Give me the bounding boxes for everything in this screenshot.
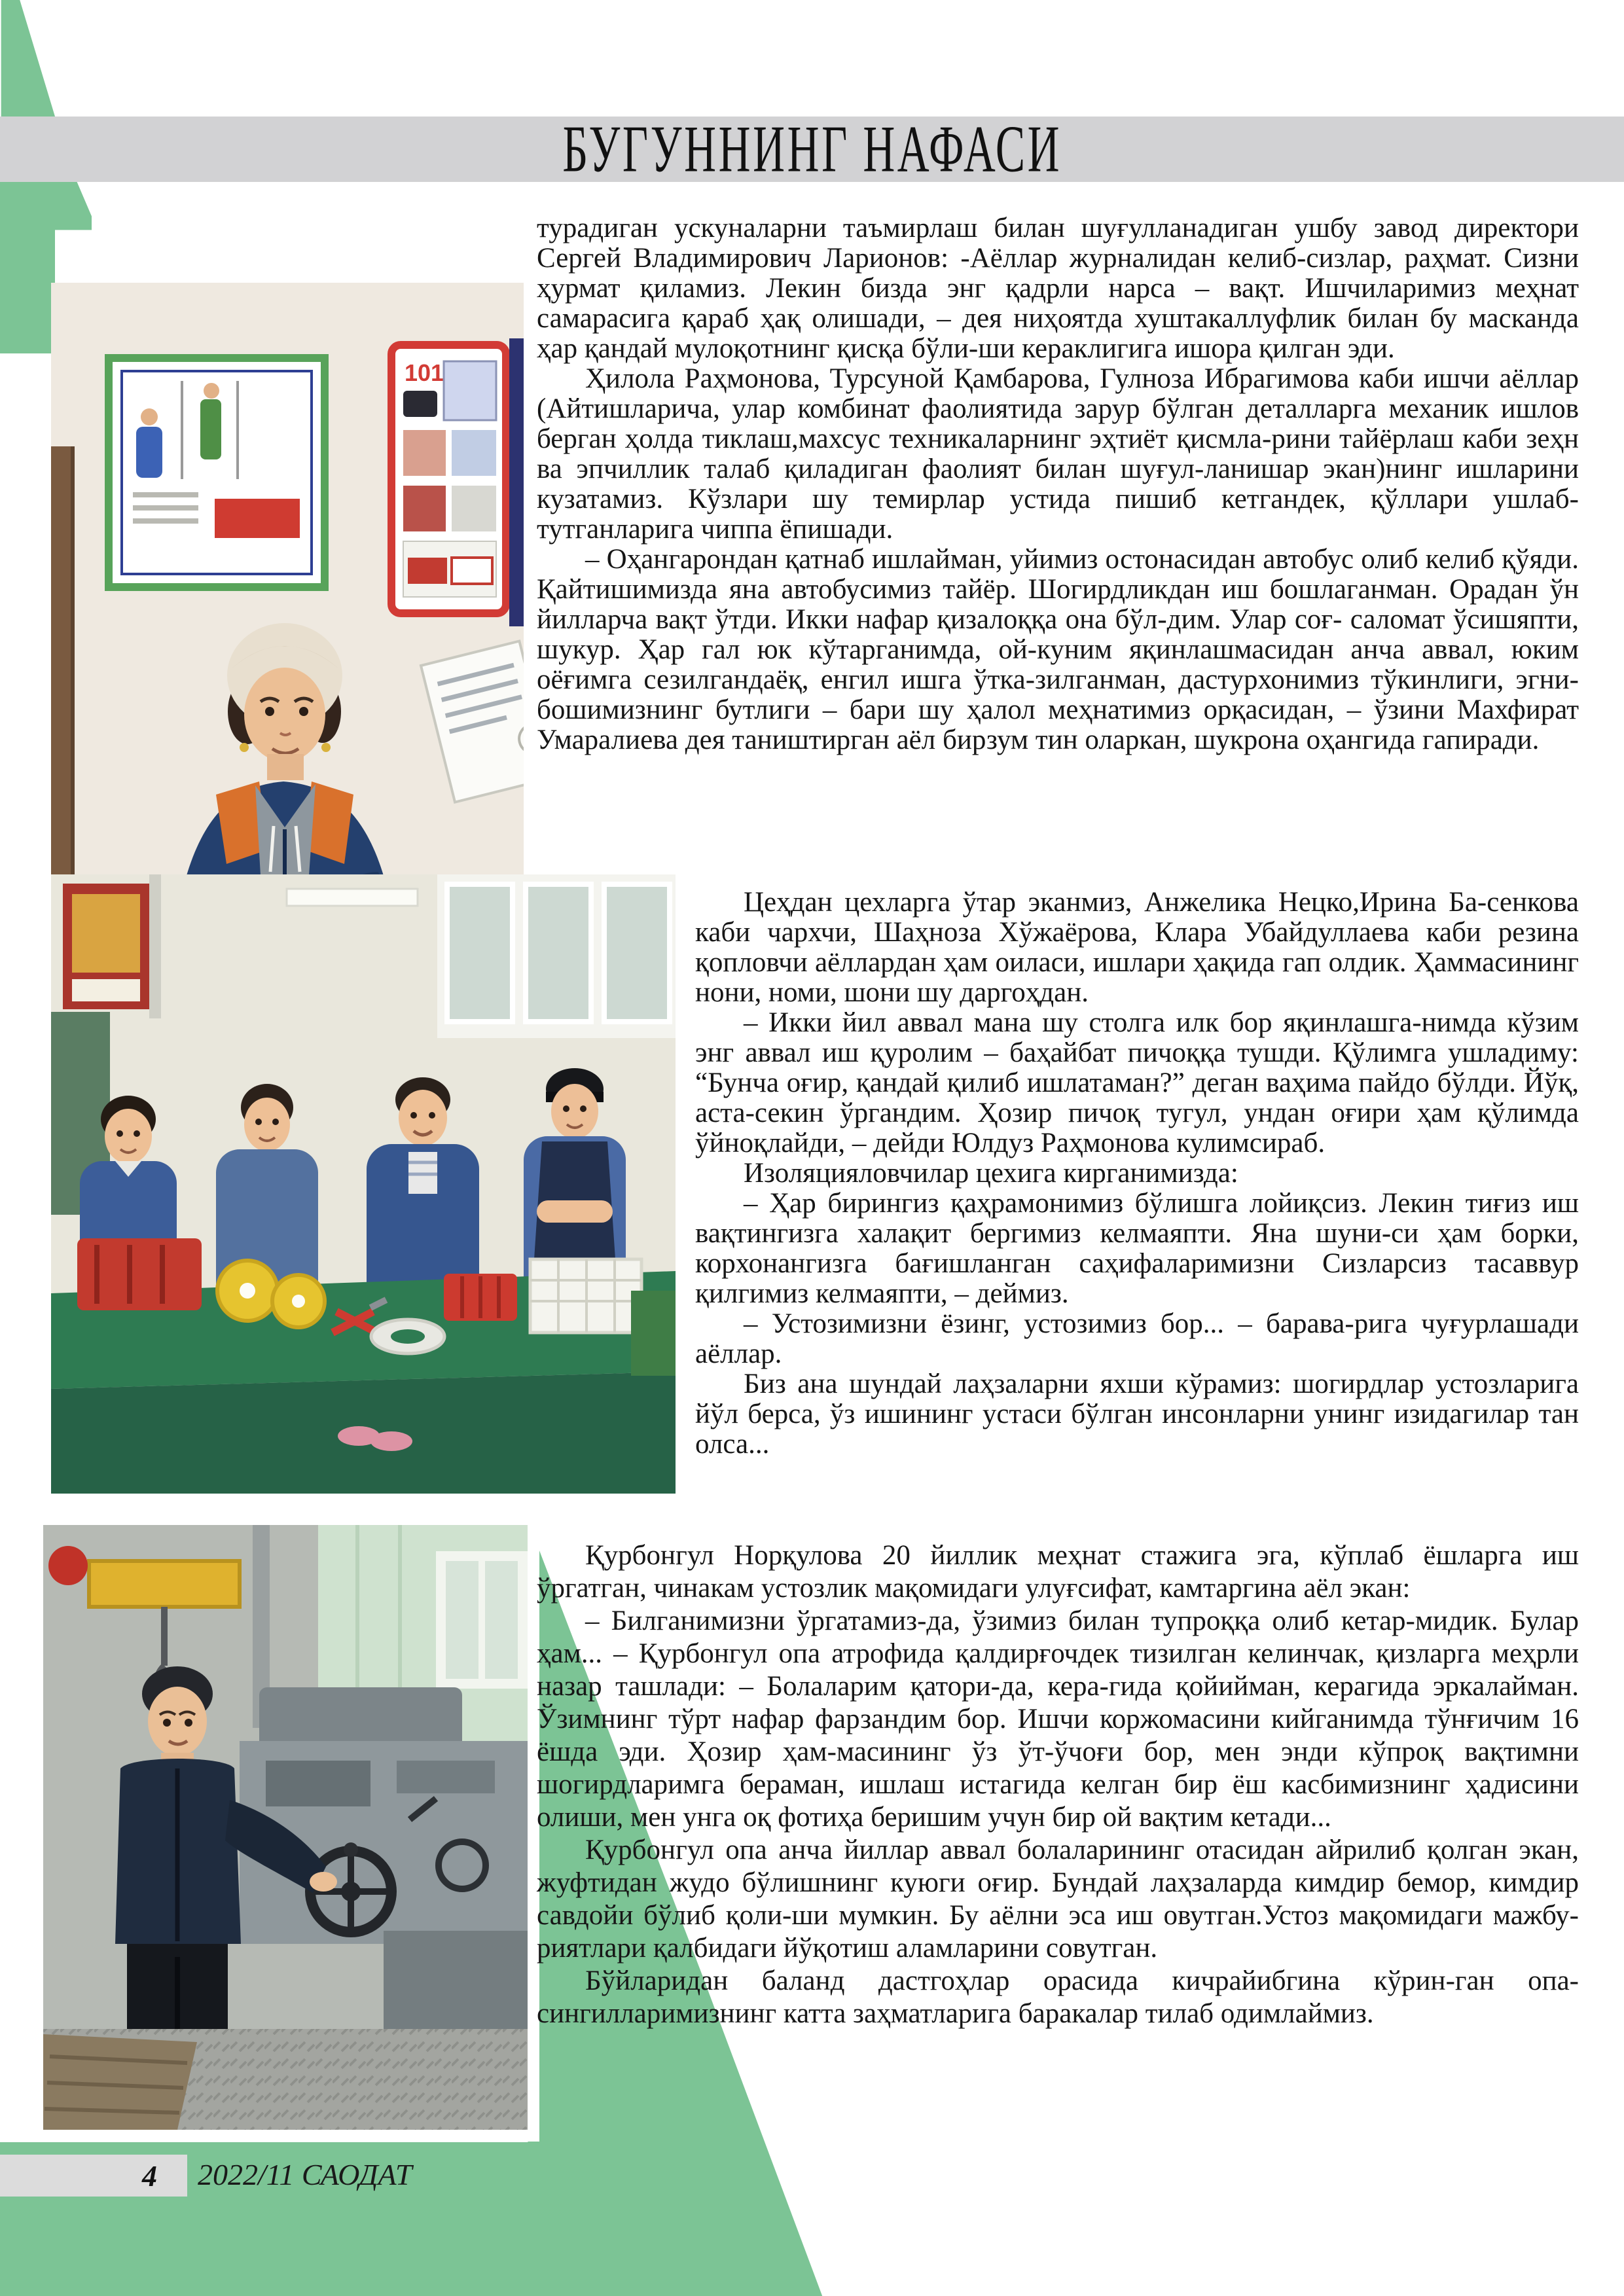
red-valve-wheel (48, 1546, 88, 1585)
photo-women-at-workshop-table (51, 874, 676, 1494)
paragraph: – Оҳангарондан қатнаб ишлайман, уйимиз остонасидан автобус олиб келиб қўяди. Қайтишимизда яна автобусимиз тайёр. Шогирдликдан иш бошлаганман. Орадан ўн йилларча вақт ўтди. Икки нафар қизалоққа она бўл-дим. Улар соғ- саломат ўсишяпти, шукур. Ҳар гал юк кўтарганимда, ой-куним яқинлашмасидан анча аввал, юким оёғимга сезилгандаёқ, енгил ишга ўтка-зилганман, дастурхонимиз тўкинлиги, эгни-бошимизнинг бутлиги – бари шу ҳалол меҳнатимиз орқасидан, – ўзини Махфират Умаралиева дея таништирган аёл бирзум тин оларкан, шукрона оҳангида гапиради. (537, 544, 1579, 755)
page-number-box (0, 2155, 187, 2197)
photo3-illustration (43, 1525, 528, 2130)
article-text-middle (695, 888, 1579, 1460)
article-text-bottom (537, 1539, 1579, 2030)
wall-calendar (63, 884, 149, 1009)
issue-label: 2022/11 САОДАТ (198, 2158, 412, 2191)
paragraph: Қурбонгул Норқулова 20 йиллик меҳнат стажига эга, кўплаб ёшларга иш ўргатган, чинакам устозлик мақомидаги улуғсифат, камтаргина аёл экан: (537, 1540, 1579, 1604)
safety-poster-left (109, 358, 325, 587)
poster-101-number: 101 (405, 359, 444, 386)
paragraph: – Ҳар бирингиз қаҳрамонимиз бўлишга лойиқсиз. Лекин тиғиз иш вақтингизга халақит бергимиз келмаяпти. Яна шуни-си ҳам борки, корхонангизга бағишланган саҳифаларимизни Сизларсиз тасаввур қилгимиз келмаяпти, – деймиз. (695, 1188, 1579, 1309)
paragraph: – Билганимизни ўргатамиз-да, ўзимиз билан тупроққа олиб кетар-мидик. Булар ҳам... – Қурбонгул опа атрофида қалдирғочдек тизилган келинчак, қизларга меҳрли назар ташлади: – Болаларим қатори-да, кера-гида қойийман, керагида эркалайман. Ўзимнинг тўрт нафар фарзандим бор. Ишчи коржомасини кийганимда тўнғичим 16 ёшда эди. Ҳозир ҳам-масининг ўз ўт-ўчоғи бор, мен энди кўпроқ вақтимни шогирдларимга бераман, ишлаш истагида келган бир ёш касбимизнинг ҳадисини олиши, мен унга оқ фотиҳа беришим учун бир ой вақтим кетади... (537, 1605, 1579, 1833)
green-corner-top-decoration (0, 0, 55, 117)
photo2-illustration (51, 874, 676, 1494)
page-title: БУГУННИНГ НАФАСИ (562, 112, 1062, 187)
fire-poster-right (391, 345, 506, 613)
photo-woman-at-lathe (43, 1525, 528, 2130)
paragraph: Цеҳдан цехларга ўтар эканмиз, Анжелика Нецко,Ирина Ба-сенкова каби чархчи, Шаҳноза Хўжаёрова, Клара Убайдуллаева каби резина қопловчи аёллардан ҳам оиласи, ишлари ҳақида гап олдик. Ҳаммасининг нони, номи, шони шу даргоҳдан. (695, 887, 1579, 1008)
paragraph: – Устозимизни ёзинг, устозимиз бор... – барава-рига чуғурлашади аёллар. (695, 1308, 1579, 1369)
paragraph: Қурбонгул опа анча йиллар аввал болаларининг отасидан айрилиб қолган экан, жуфтидан жудо бўлишнинг куюги оғир. Бундай лаҳзаларда кимдир бемор, кимдир савдойи бўлиб қоли-ши мумкин. Бу аёлни эса иш овутган.Устоз мақомидаги мажбу-риятлари қалбидаги йўқотиш аламларини совутган. (537, 1835, 1579, 1964)
paragraph: Бўйларидан баланд дастгоҳлар орасида кичрайибгина кўрин-ган опа-сингилларимизнинг катта заҳматларига баракалар тилаб одимлаймиз. (537, 1965, 1579, 2029)
header-band (0, 112, 1624, 187)
paragraph: турадиган ускуналарни таъмирлаш билан шуғулланадиган ушбу завод директори Сергей Владимирович Ларионов: -Аёллар журналидан келиб-сизлар, раҳмат. Сизни ҳурмат қиламиз. Лекин бизда энг қадрли нарса – вақт. Ишчиларимиз меҳнат самарасига қараб ҳақ олишади, – дея ниҳоятда хуштакаллуфлик билан бу масканда ҳар қандай мулоқотнинг қисқа бўли-ши кераклигига ишора қилган эди. (537, 213, 1579, 364)
page-number: 4 (142, 2159, 157, 2193)
paragraph: Биз ана шундай лаҳзаларни яхши кўрамиз: шогирдлар устозларига йўл берса, ўз ишининг устаси бўлган инсонларни унинг изидагилар тан олса... (695, 1369, 1579, 1460)
wood-walkway (43, 2034, 197, 2130)
paragraph: – Икки йил аввал мана шу столга илк бор яқинлашга-нимда кўзим энг аввал иш қуролим – баҳайбат пичоққа тушди. Қўлимга ушладиму: “Бунча оғир, қандай қилиб ишлатаман?” деган ваҳима пайдо бўлди. Йўқ, аста-секин ўргандим. Ҳозир пичоқ тугул, ундан оғири ҳам қўлимда ўйноқлайди, – дейди Юлдуз Раҳмонова кулимсираб. (695, 1007, 1579, 1158)
paragraph: Ҳилола Раҳмонова, Турсуной Қамбарова, Гулноза Ибрагимова каби ишчи аёллар (Айтишларича, улар комбинат фаолиятида зарур бўлган деталларга механик ишлов берган ҳолда тиклаш,махсус техникаларнинг эҳтиёт қисмла-рини тайёрлаш каби зеҳн ва эпчиллик талаб қиладиган фаолият билан шуғул-ланишар экан)нинг ишларини кузатамиз. Кўзлари шу темирлар устида пишиб кетгандек, қўллари ушлаб-тутганларига чиппа ёпишади. (537, 363, 1579, 545)
article-text-top (537, 213, 1579, 755)
navy-poster-edge (509, 338, 524, 626)
paragraph: Изоляцияловчилар цехига кирганимизда: (744, 1158, 1238, 1189)
